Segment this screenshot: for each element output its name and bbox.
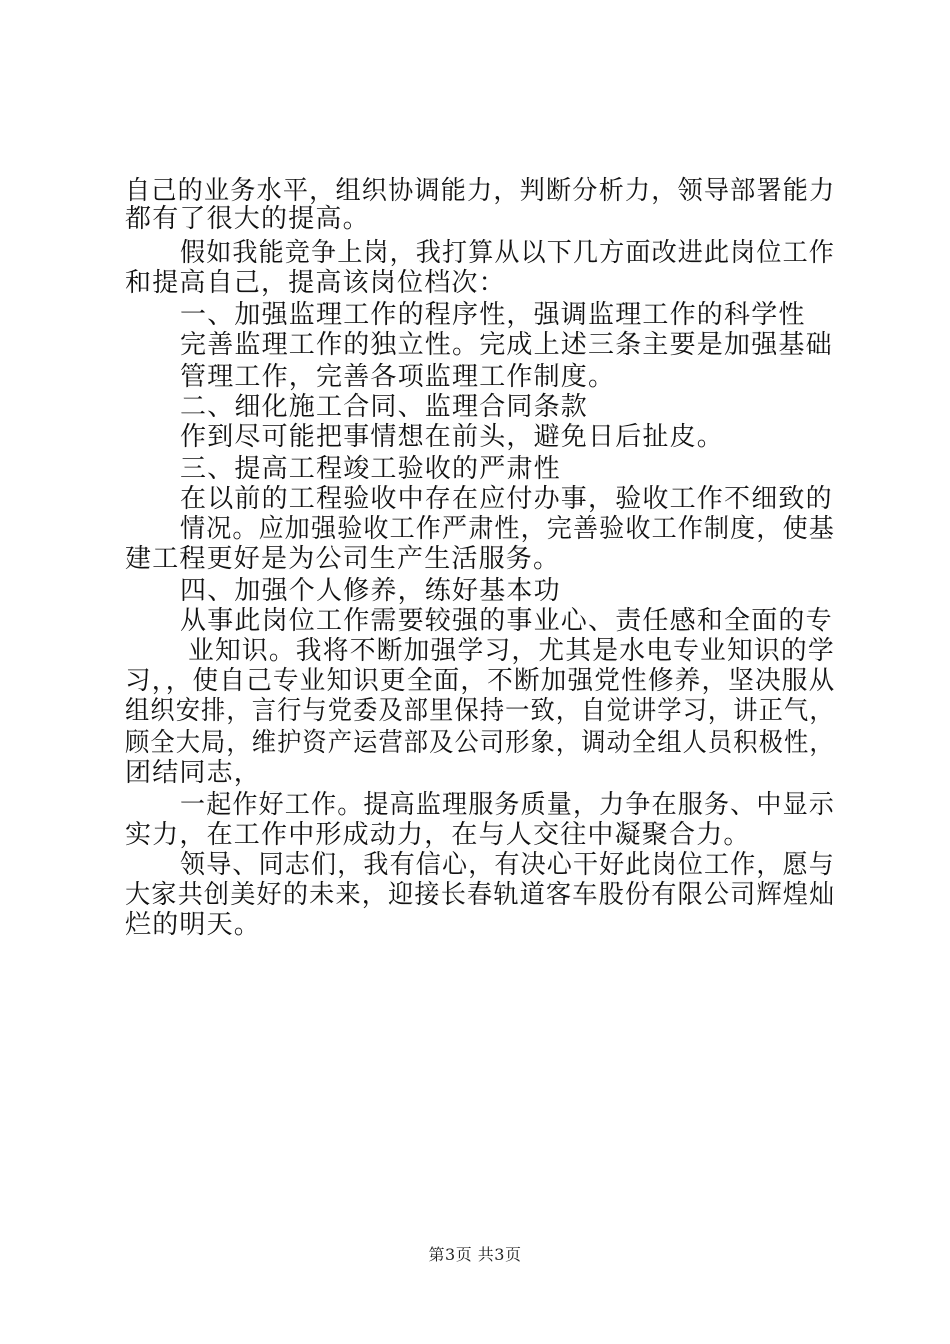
page-number-footer: 第3页 共3页 [428, 1245, 522, 1264]
text-line: 建工程更好是为公司生产生活服务。 [125, 544, 561, 574]
text-line: 自己的业务水平，组织协调能力，判断分析力，领导部署能力 [125, 176, 836, 206]
text-line: 都有了很大的提高。 [125, 204, 370, 234]
text-line: 四、加强个人修养，练好基本功 [180, 576, 561, 606]
text-line: 作到尽可能把事情想在前头，避免日后扯皮。 [180, 422, 725, 452]
text-line: 三、提高工程竣工验收的严肃性 [180, 454, 561, 484]
text-line: 团结同志， [125, 758, 262, 788]
text-line: 组织安排，言行与党委及部里保持一致，自觉讲学习，讲正气， [125, 696, 835, 726]
text-line: 大家共创美好的未来，迎接长春轨道客车股份有限公司辉煌灿 [125, 880, 836, 910]
text-line: 在以前的工程验收中存在应付办事，验收工作不细致的 [180, 484, 833, 514]
text-line: 一、加强监理工作的程序性，强调监理工作的科学性 [180, 300, 806, 330]
text-line: 假如我能竞争上岗，我打算从以下几方面改进此岗位工作 [180, 238, 835, 268]
text-line: 管理工作，完善各项监理工作制度。 [180, 362, 616, 392]
text-line: 实力，在工作中形成动力，在与人交往中凝聚合力。 [125, 820, 751, 850]
text-line: 完善监理工作的独立性。完成上述三条主要是加强基础 [180, 330, 833, 360]
text-line: 二、细化施工合同、监理合同条款 [180, 392, 589, 422]
text-line: 从事此岗位工作需要较强的事业心、责任感和全面的专 [180, 606, 833, 636]
text-line: 顾全大局，维护资产运营部及公司形象，调动全组人员积极性， [125, 728, 835, 758]
text-line: 习，，使自己专业知识更全面，不断加强党性修养，坚决服从 [125, 666, 836, 696]
text-line: 领导、同志们，我有信心，有决心干好此岗位工作，愿与 [180, 850, 835, 880]
text-line: 烂的明天。 [125, 910, 262, 940]
text-line: 和提高自己，提高该岗位档次： [125, 268, 506, 298]
text-line: 一起作好工作。提高监理服务质量，力争在服务、中显示 [180, 790, 835, 820]
text-line: 情况。应加强验收工作严肃性，完善验收工作制度，使基 [180, 514, 835, 544]
text-line: 业知识。我将不断加强学习，尤其是水电专业知识的学 [188, 636, 835, 666]
